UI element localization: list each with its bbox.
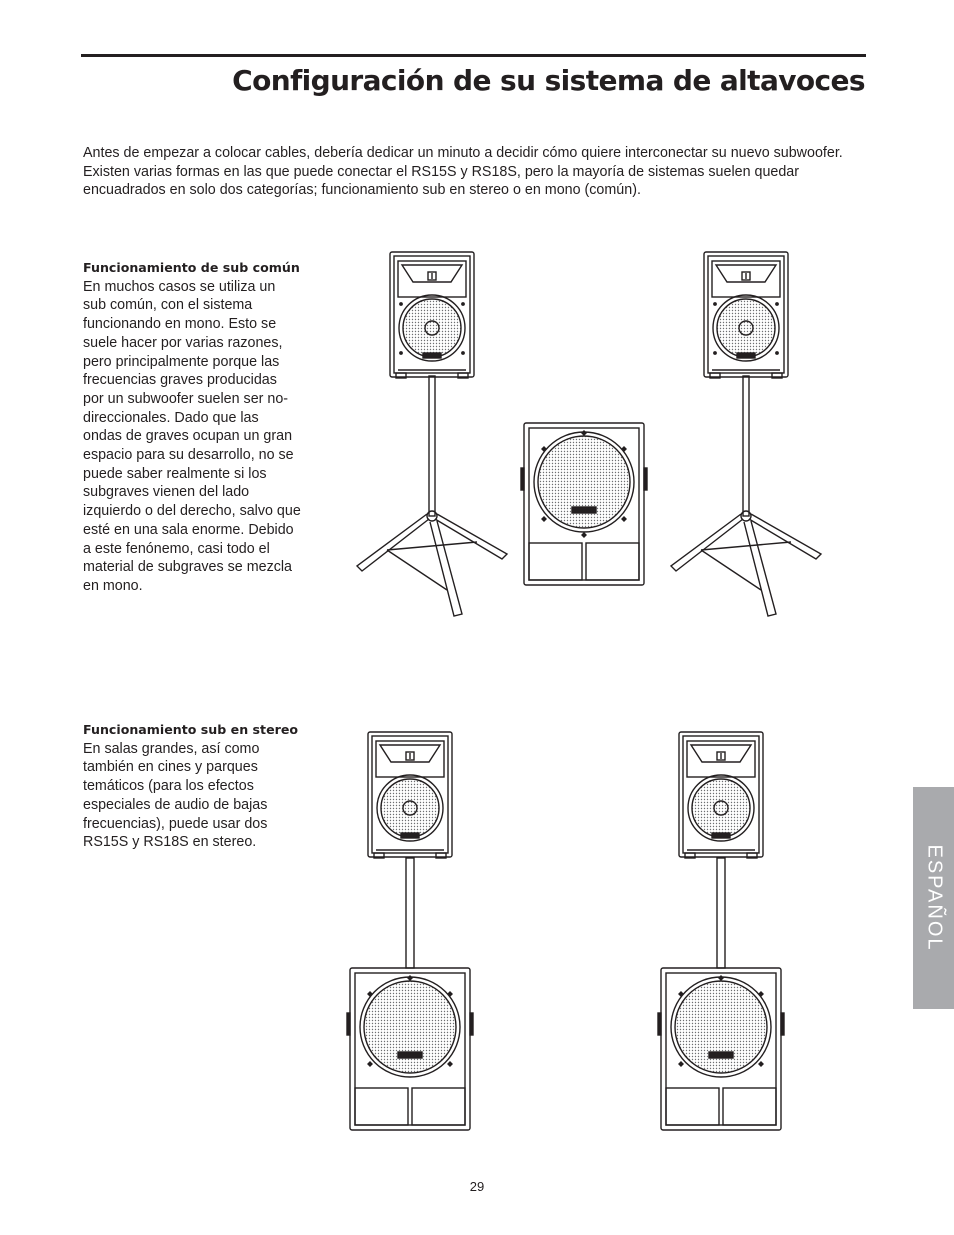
left-stereo-stack [347,732,473,1130]
language-side-tab [913,787,954,1009]
section-stereo [83,721,301,852]
intro-paragraph: Antes de empezar a colocar cables, debería dedicar un minuto a decidir cómo quiere interconectar su nuevo subwoofer. Existen varias formas en las que puede conectar el RS15S y RS18S, pero la mayoría de sistemas suelen quedar encuadrados en solo dos categorías; funcionamiento sub en stereo o en mono (común). [83,145,843,199]
section-mono-heading: Funcionamiento de sub común [83,260,300,275]
section-mono [83,259,301,596]
page-title: Configuración de su sistema de altavoces [232,64,865,97]
section-stereo-heading: Funcionamiento sub en stereo [83,722,299,737]
right-stereo-stack [658,732,784,1130]
page-number: 29 [469,1179,485,1194]
header-rule [81,54,866,57]
section-stereo-body: En salas grandes, así como también en cines y parques temáticos (para los efectos especiales de audio de bajas frecuencias), puede usar dos RS15S y RS18S en stereo. [83,740,268,851]
left-speaker-on-stand [357,252,507,616]
stereo-setup-illustration [340,730,800,1135]
section-mono-body: En muchos casos se utiliza un sub común, con el sistema funcionando en mono. Esto se suele hacer por varias razones, pero principalmente porque las frecuencias graves producidas por un subwoofer suelen ser no-direccionales. Dado que las ondas de graves ocupan un gran espacio para su desarrollo, no se puede saber realmente si los subgraves vienen del lado izquierdo o del derecho, salvo que esté en una sala enorme. Debido a este fenónemo, casi todo el material de subgraves se mezcla en mono. [83,278,301,594]
center-subwoofer [521,423,647,585]
language-side-tab-label: ESPAÑOL [923,844,945,952]
right-speaker-on-stand [671,252,821,616]
mono-setup-illustration [350,250,830,625]
